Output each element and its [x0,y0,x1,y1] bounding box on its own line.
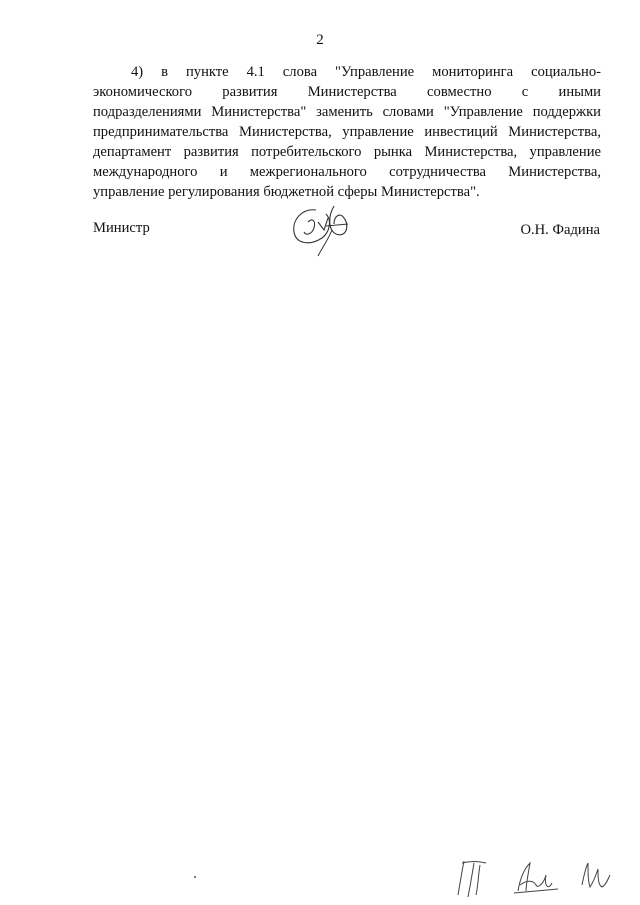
signatory-name: О.Н. Фадина [520,222,600,238]
paragraph-line: 4) в пункте 4.1 слова "Управление мониторинга социально- [131,64,601,80]
paragraph-line: международного и межрегионального сотрудничества Министерства, [93,164,601,180]
scan-speck [194,876,196,878]
paragraph-line: департамент развития потребительского рынка Министерства, управление [93,144,601,160]
paragraph-line: подразделениями Министерства" заменить словами "Управление поддержки [93,104,601,120]
paragraph-line: экономического развития Министерства совместно с иными [93,84,601,100]
handwritten-signature [288,200,358,260]
approval-initials [448,855,618,900]
paragraph-line: управление регулирования бюджетной сферы Министерства". [93,184,480,200]
page-number: 2 [316,32,324,48]
paragraph-line: предпринимательства Министерства, управление инвестиций Министерства, [93,124,601,140]
signatory-role: Министр [93,220,150,236]
